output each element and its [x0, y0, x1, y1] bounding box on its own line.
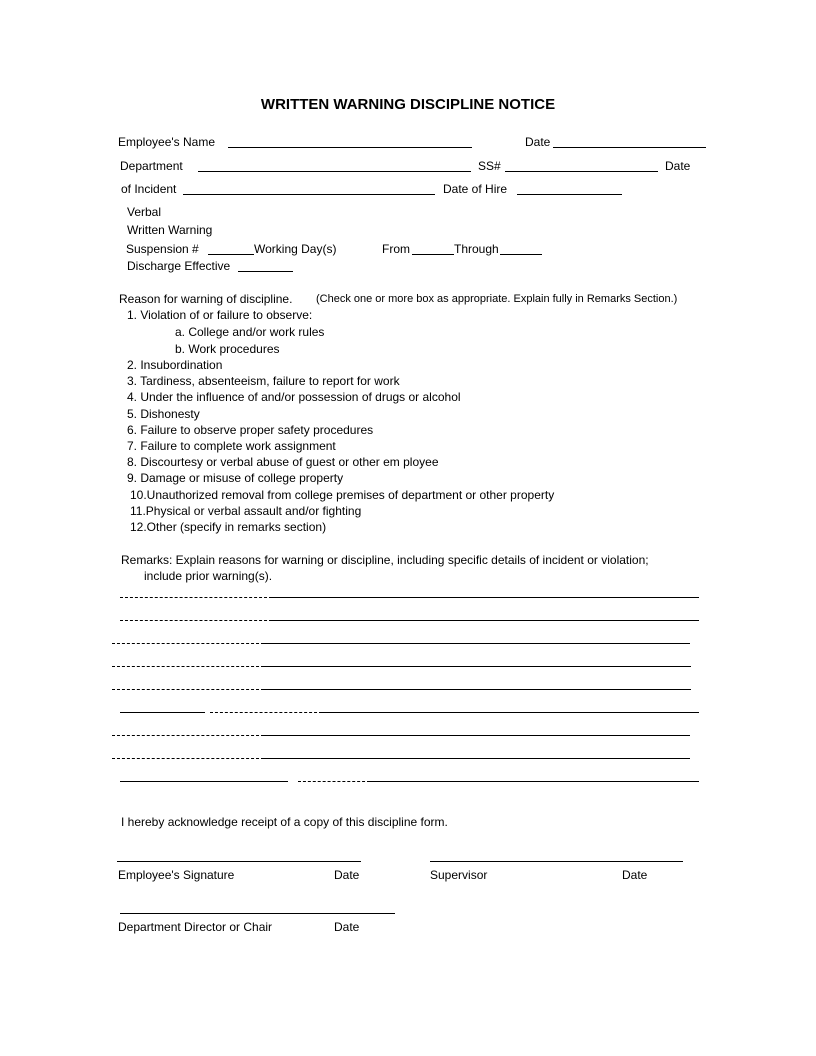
employee-signature-label: Employee's Signature: [118, 868, 235, 882]
reason-heading: Reason for warning of discipline.: [119, 292, 293, 306]
employee-signature-line[interactable]: [117, 861, 361, 862]
reason-instruction: (Check one or more box as appropriate. Explain fully in Remarks Section.): [316, 293, 678, 305]
employee-signature-date-label: Date: [334, 868, 360, 882]
director-label: Department Director or Chair: [118, 920, 273, 934]
through-field[interactable]: [500, 254, 542, 255]
supervisor-date-label: Date: [622, 868, 648, 882]
written-warning-option[interactable]: Written Warning: [127, 223, 213, 237]
discharge-date-field[interactable]: [238, 271, 293, 272]
director-signature-line[interactable]: [120, 913, 395, 914]
supervisor-label: Supervisor: [430, 868, 488, 882]
verbal-option[interactable]: Verbal: [127, 205, 162, 219]
reason-item[interactable]: 6. Failure to observe proper safety procedures: [127, 423, 374, 437]
discharge-option[interactable]: Discharge Effective: [127, 259, 231, 273]
acknowledgement-text: I hereby acknowledge receipt of a copy of this discipline form.: [121, 815, 448, 829]
date-of-hire-field[interactable]: [517, 194, 622, 195]
from-label: From: [382, 242, 410, 256]
date-field[interactable]: [553, 147, 706, 148]
from-field[interactable]: [412, 254, 454, 255]
incident-date-field[interactable]: [183, 194, 435, 195]
supervisor-signature-line[interactable]: [430, 861, 683, 862]
page-title: WRITTEN WARNING DISCIPLINE NOTICE: [260, 96, 556, 113]
date-of-hire-label: Date of Hire: [443, 182, 508, 196]
reason-item[interactable]: 12.Other (specify in remarks section): [130, 520, 327, 534]
reason-item[interactable]: 1. Violation of or failure to observe:: [127, 308, 313, 322]
reason-subitem[interactable]: b. Work procedures: [175, 342, 280, 356]
department-label: Department: [120, 159, 183, 173]
reason-item[interactable]: 2. Insubordination: [127, 358, 223, 372]
ss-label: SS#: [478, 159, 501, 173]
reason-item[interactable]: 5. Dishonesty: [127, 407, 200, 421]
remarks-instruction-cont: include prior warning(s).: [144, 569, 273, 583]
date-label: Date: [525, 135, 551, 149]
reason-item[interactable]: 10.Unauthorized removal from college premises of department or other property: [130, 488, 555, 502]
director-date-label: Date: [334, 920, 360, 934]
reason-subitem[interactable]: a. College and/or work rules: [175, 325, 325, 339]
working-days-label: Working Day(s): [254, 242, 337, 256]
employee-name-label: Employee's Name: [118, 135, 215, 149]
suspension-days-field[interactable]: [208, 254, 254, 255]
of-incident-label: of Incident: [121, 182, 177, 196]
suspension-option[interactable]: Suspension #: [126, 242, 199, 256]
department-field[interactable]: [198, 171, 471, 172]
reason-item[interactable]: 9. Damage or misuse of college property: [127, 471, 344, 485]
remarks-instruction: Remarks: Explain reasons for warning or discipline, including specific details of incident or violation;: [121, 553, 649, 567]
date-of-incident-label: Date: [665, 159, 691, 173]
reason-item[interactable]: 11.Physical or verbal assault and/or fighting: [130, 504, 362, 518]
ss-field[interactable]: [505, 171, 658, 172]
through-label: Through: [454, 242, 499, 256]
employee-name-field[interactable]: [228, 147, 472, 148]
reason-item[interactable]: 8. Discourtesy or verbal abuse of guest or other em ployee: [127, 455, 439, 469]
reason-item[interactable]: 3. Tardiness, absenteeism, failure to report for work: [127, 374, 400, 388]
reason-item[interactable]: 7. Failure to complete work assignment: [127, 439, 336, 453]
reason-item[interactable]: 4. Under the influence of and/or possession of drugs or alcohol: [127, 390, 461, 404]
